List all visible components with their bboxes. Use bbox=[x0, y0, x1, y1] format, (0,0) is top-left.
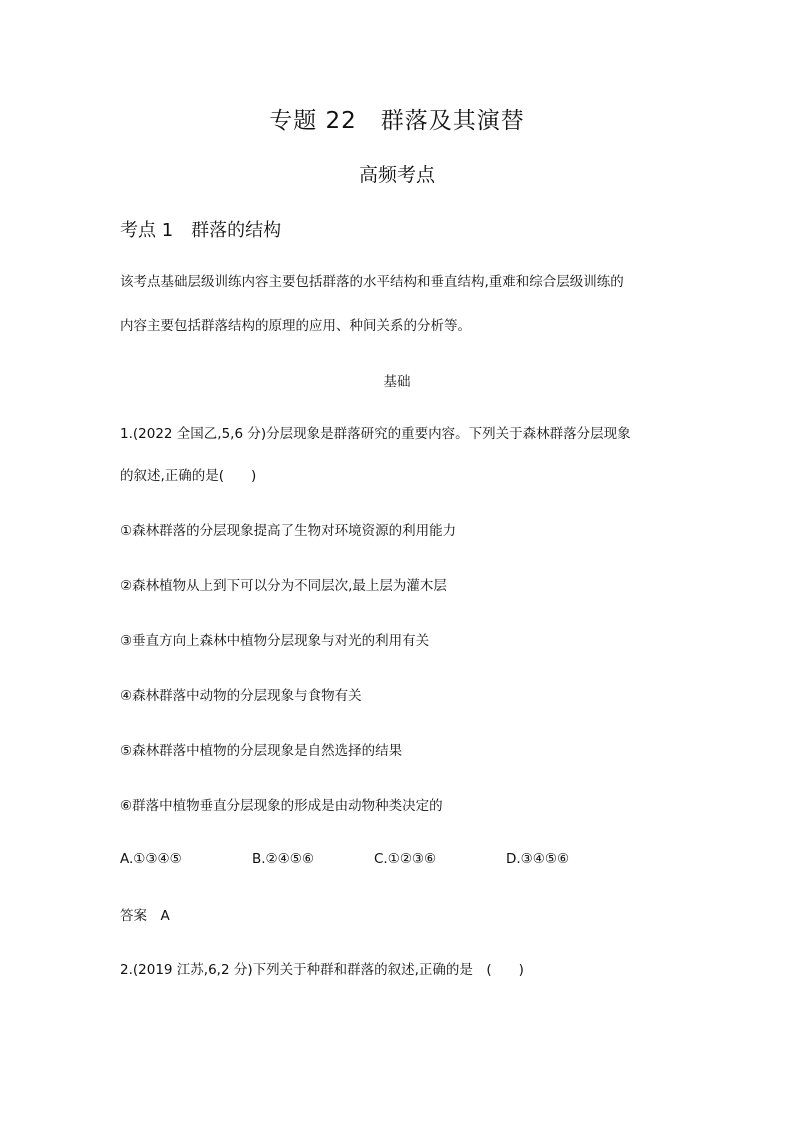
page-title: 专题 22 群落及其演替 bbox=[269, 108, 525, 134]
q1-choices bbox=[120, 851, 680, 873]
q1-statement-2: ②森林植物从上到下可以分为不同层次,最上层为灌木层 bbox=[120, 578, 447, 594]
page-subtitle: 高频考点 bbox=[358, 164, 435, 186]
q1-statement-6: ⑥群落中植物垂直分层现象的形成是由动物种类决定的 bbox=[120, 798, 443, 814]
choice-c: C.①②③⑥ bbox=[374, 851, 437, 867]
intro-line-2: 内容主要包括群落结构的原理的应用、种间关系的分析等。 bbox=[120, 318, 471, 334]
q1-statement-4: ④森林群落中动物的分层现象与食物有关 bbox=[120, 688, 362, 704]
section-heading: 考点 1 群落的结构 bbox=[120, 220, 282, 241]
intro-line-1: 该考点基础层级训练内容主要包括群落的水平结构和垂直结构,重难和综合层级训练的 bbox=[120, 274, 624, 290]
level-heading: 基础 bbox=[383, 374, 411, 390]
choice-d: D.③④⑤⑥ bbox=[506, 851, 570, 867]
q1-answer: 答案 A bbox=[120, 908, 170, 924]
choice-a: A.①③④⑤ bbox=[120, 851, 182, 867]
q1-statement-3: ③垂直方向上森林中植物分层现象与对光的利用有关 bbox=[120, 633, 430, 649]
q1-statement-1: ①森林群落的分层现象提高了生物对环境资源的利用能力 bbox=[120, 523, 457, 539]
q1-stem-line-1: 1.(2022 全国乙,5,6 分)分层现象是群落研究的重要内容。下列关于森林群落分层现象 bbox=[120, 426, 631, 442]
q1-stem-line-2: 的叙述,正确的是( ) bbox=[120, 468, 257, 484]
choice-b: B.②④⑤⑥ bbox=[252, 851, 314, 867]
q2-stem: 2.(2019 江苏,6,2 分)下列关于种群和群落的叙述,正确的是 ( ) bbox=[120, 962, 524, 978]
q1-statement-5: ⑤森林群落中植物的分层现象是自然选择的结果 bbox=[120, 743, 403, 759]
